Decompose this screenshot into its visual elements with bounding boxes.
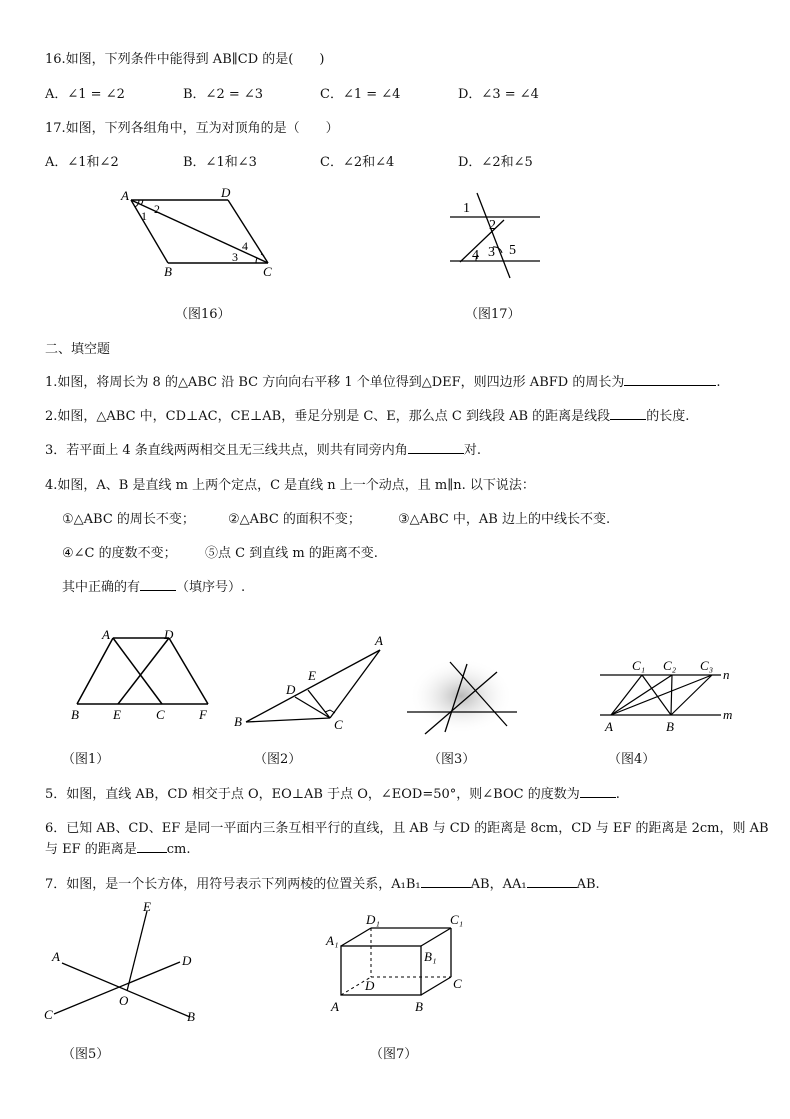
fill-q5-blank[interactable]	[580, 785, 616, 798]
fig7-label-c1: C₁	[450, 912, 464, 927]
fill-q3-blank[interactable]	[408, 441, 464, 454]
q17-stem: 17.如图，下列各组角中，互为对顶角的是（ ）	[45, 121, 339, 136]
fill-q4-answer-end: （填序号）.	[176, 580, 246, 595]
fill-q7-blank-1[interactable]	[421, 875, 471, 888]
fill-q6-line2	[45, 838, 191, 857]
fig7-label-d: D	[365, 978, 375, 993]
fig5-label-a: A	[52, 949, 60, 964]
fill-q1-end: .	[716, 375, 721, 390]
figure-16	[115, 183, 285, 283]
fill-q7-end: AB.	[576, 877, 600, 892]
q17-option-d[interactable]: D．∠2和∠5	[458, 155, 533, 170]
fill-q7-blank-2[interactable]	[527, 875, 577, 888]
fill-q4-statement-3: ③△ABC 中，AB 边上的中线长不变.	[398, 512, 611, 527]
fig1-caption: （图1）	[62, 752, 110, 767]
fig1-label-b: B	[71, 707, 79, 722]
fill-q4-statement-1: ①△ABC 的周长不变；	[62, 512, 195, 527]
fig4-caption: （图4）	[608, 752, 656, 767]
fill-q3-text: 3．若平面上 4 条直线两两相交且无三线共点，则共有同旁内角	[45, 443, 408, 458]
fill-q5-end: .	[615, 787, 620, 802]
fill-q7	[45, 873, 600, 892]
fill-q4-statement-4: ④∠C 的度数不变；	[62, 546, 177, 561]
fill-q6-line1: 6．已知 AB、CD、EF 是同一平面内三条互相平行的直线，且 AB 与 CD 的距离是 8cm，CD 与 EF 的距离是 2cm，则 AB	[45, 821, 769, 836]
fill-q6-text: 与 EF 的距离是	[45, 842, 137, 857]
fill-q4-statement-5: ⑤点 C 到直线 m 的距离不变.	[205, 546, 378, 561]
fig2-label-d: D	[286, 682, 296, 697]
fig16-label-a: A	[121, 188, 129, 203]
fill-q7-mid: AB，AA₁	[470, 877, 527, 892]
fig17-angle-3: 3	[488, 245, 495, 260]
fig17-angle-4: 4	[472, 248, 479, 263]
figure-17	[440, 190, 550, 280]
fig16-angle-1: 1	[141, 209, 147, 223]
fig7-label-c: C	[453, 976, 462, 991]
figure-4	[595, 653, 765, 735]
fig4-label-m: m	[723, 707, 733, 722]
fig7-label-b: B	[415, 999, 423, 1014]
fig4-label-b: B	[666, 719, 674, 734]
fill-q1-text: 1.如图，将周长为 8 的△ABC 沿 BC 方向向右平移 1 个单位得到△DEF，则四边形 ABFD 的周长为	[45, 375, 625, 390]
q17-option-a[interactable]: A．∠1和∠2	[45, 155, 119, 170]
figure-3	[405, 650, 520, 735]
fig5-label-d: D	[182, 953, 192, 968]
fig16-label-d: D	[221, 185, 231, 200]
q16-option-c[interactable]: C．∠1 = ∠4	[320, 87, 401, 102]
fig1-label-a: A	[102, 627, 110, 642]
q16-stem: 16.如图，下列条件中能得到 AB∥CD 的是( )	[45, 52, 325, 67]
fig2-label-e: E	[308, 668, 316, 683]
fig2-label-c: C	[334, 717, 343, 732]
fig17-caption: （图17）	[465, 307, 521, 322]
q17-option-c[interactable]: C．∠2和∠4	[320, 155, 395, 170]
fig17-angle-1: 1	[463, 201, 470, 216]
figure-5	[40, 897, 215, 1027]
fill-q6-end: cm.	[166, 842, 191, 857]
fig4-label-c2: C₂	[663, 658, 677, 673]
figure-1	[68, 625, 218, 725]
fig1-label-e: E	[113, 707, 121, 722]
fill-q2-end: 的长度.	[646, 409, 690, 424]
fig7-caption: （图7）	[370, 1047, 418, 1062]
fill-q1-blank[interactable]	[624, 373, 716, 386]
fig4-label-c1: C₁	[632, 658, 646, 673]
q16-option-a[interactable]: A．∠1 = ∠2	[45, 87, 125, 102]
fig17-angle-5: 5	[509, 243, 516, 258]
fig1-label-f: F	[199, 707, 207, 722]
fill-q4-blank[interactable]	[140, 578, 176, 591]
fill-q4-answer-text: 其中正确的有	[62, 580, 141, 595]
fig5-label-e: E	[143, 899, 151, 914]
fill-q5-text: 5．如图，直线 AB，CD 相交于点 O，EO⊥AB 于点 O，∠EOD=50°，则∠BOC 的度数为	[45, 787, 580, 802]
fill-q4-statement-2: ②△ABC 的面积不变；	[228, 512, 361, 527]
fig16-label-c: C	[263, 264, 272, 279]
q16-option-d[interactable]: D．∠3 = ∠4	[458, 87, 539, 102]
fig5-label-c: C	[44, 1007, 53, 1022]
fig7-label-a: A	[331, 999, 339, 1014]
fig16-angle-3: 3	[232, 250, 238, 264]
fill-q3-end: 对.	[463, 443, 481, 458]
fig1-label-c: C	[156, 707, 165, 722]
fig7-label-a1: A₁	[326, 933, 339, 948]
section-title: 二、填空题	[45, 342, 111, 357]
q17-option-b[interactable]: B．∠1和∠3	[183, 155, 257, 170]
fig2-label-a: A	[375, 633, 383, 648]
fig5-caption: （图5）	[62, 1047, 110, 1062]
fig16-label-b: B	[164, 264, 172, 279]
fill-q4-stem: 4.如图，A、B 是直线 m 上两个定点，C 是直线 n 上一个动点，且 m∥n. 以下说法：	[45, 478, 535, 493]
fill-q6-blank[interactable]	[137, 840, 167, 853]
fill-q2-blank[interactable]	[610, 407, 646, 420]
fig4-label-n: n	[723, 667, 730, 682]
fig16-angle-4: 4	[242, 239, 248, 253]
fig16-caption: （图16）	[175, 307, 231, 322]
fig7-label-d1: D₁	[366, 912, 380, 927]
fill-q3	[45, 439, 481, 458]
figure-7	[320, 908, 480, 1018]
fill-q5	[45, 783, 620, 802]
fig2-label-b: B	[234, 714, 242, 729]
fill-q2	[45, 405, 689, 424]
fig7-label-b1: B₁	[424, 949, 437, 964]
fig1-label-d: D	[164, 627, 174, 642]
fig3-caption: （图3）	[428, 752, 476, 767]
fig5-label-b: B	[187, 1009, 195, 1024]
q16-option-b[interactable]: B．∠2 = ∠3	[183, 87, 264, 102]
fig4-label-c3: C₃	[700, 658, 714, 673]
fig4-label-a: A	[605, 719, 613, 734]
figure-2	[228, 633, 393, 733]
fig16-angle-2: 2	[154, 202, 160, 216]
fill-q7-text: 7．如图，是一个长方体，用符号表示下列两棱的位置关系，A₁B₁	[45, 877, 421, 892]
fig5-label-o: O	[119, 993, 129, 1008]
fill-q4-answer	[62, 576, 245, 595]
fig2-caption: （图2）	[254, 752, 302, 767]
fig17-angle-2: 2	[489, 218, 496, 233]
fill-q2-text: 2.如图，△ABC 中，CD⊥AC，CE⊥AB，垂足分别是 C、E，那么点 C 到线段 AB 的距离是线段	[45, 409, 611, 424]
fill-q1	[45, 371, 720, 390]
